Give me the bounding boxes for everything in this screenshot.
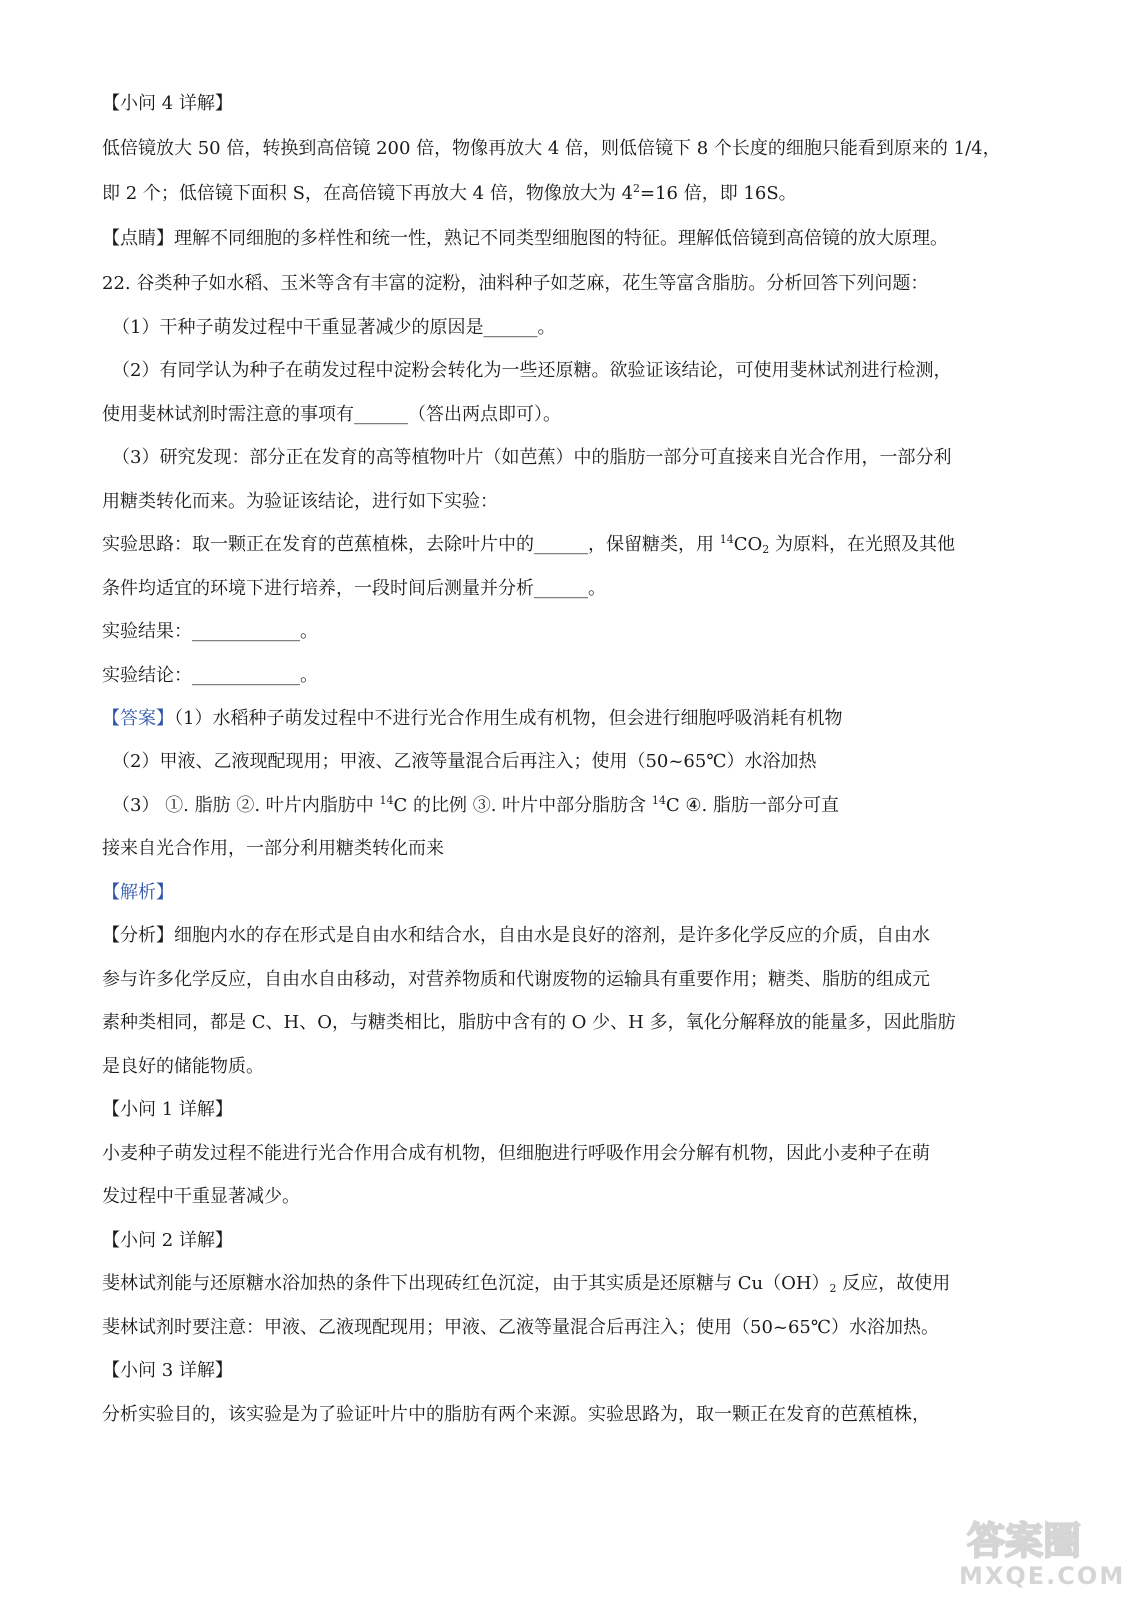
analysis-line: 【分析】细胞内水的存在形式是自由水和结合水，自由水是良好的溶剂，是许多化学反应的介质，自由水 <box>102 925 930 946</box>
experiment-idea-line: 实验思路：取一颗正在发育的芭蕉植株，去除叶片中的______，保留糖类，用 $^{14}CO_2$ 为原料，在光照及其他 <box>102 533 955 556</box>
experiment-conclusion-line: 实验结论：____________。 <box>102 665 318 686</box>
subquestion-1-heading: 【小问 1 详解】 <box>102 1099 233 1120</box>
answer-part-3: （3） ①. 脂肪 ②. 叶片内脂肪中 $^{14}$C 的比例 ③. 叶片中部分脂肪含 $^{14}$C ④. 脂肪一部分可直 <box>112 794 839 816</box>
text-line: 参与许多化学反应，自由水自由移动，对营养物质和代谢废物的运输具有重要作用；糖类、脂肪的组成元 <box>102 969 930 990</box>
watermark-logo-text: 答案圈 <box>967 1519 1082 1563</box>
answer-tag: 【答案】 <box>102 708 174 729</box>
text-line: 发过程中干重显著减少。 <box>102 1186 300 1207</box>
text-line: 是良好的储能物质。 <box>102 1056 264 1077</box>
text-line: 接来自光合作用，一部分利用糖类转化而来 <box>102 838 444 859</box>
text-line: 素种类相同，都是 C、H、O，与糖类相比，脂肪中含有的 O 少、H 多，氧化分解释放的能量多，因此脂肪 <box>102 1012 956 1033</box>
watermark-logo-icon <box>959 1512 1109 1564</box>
analysis-heading: 【解析】 <box>102 882 174 903</box>
text-line: 斐林试剂能与还原糖水浴加热的条件下出现砖红色沉淀，由于其实质是还原糖与 $Cu(OH)_2$ 反应，故使用 <box>102 1273 951 1295</box>
question-22-part-1: （1）干种子萌发过程中干重显著减少的原因是______。 <box>112 317 556 338</box>
subquestion-4-heading: 【小问 4 详解】 <box>102 93 233 114</box>
subquestion-3-heading: 【小问 3 详解】 <box>102 1360 233 1381</box>
watermark-site: MXQE.COM <box>959 1562 1126 1590</box>
text-line: 低倍镜放大 50 倍，转换到高倍镜 200 倍，物像再放大 4 倍，则低倍镜下 8 个长度的细胞只能看到原来的 1/4， <box>102 138 1001 159</box>
question-22-part-3: （3）研究发现：部分正在发育的高等植物叶片（如芭蕉）中的脂肪一部分可直接来自光合作用，一部分利 <box>112 447 952 468</box>
text-line: 使用斐林试剂时需注意的事项有______（答出两点即可）。 <box>102 404 561 425</box>
text-line: 即 2 个；低倍镜下面积 S，在高倍镜下再放大 4 倍，物像放大为 $4^2=16$ 倍，即 16S。 <box>102 182 797 204</box>
text-line: 小麦种子萌发过程不能进行光合作用合成有机物，但细胞进行呼吸作用会分解有机物，因此小麦种子在萌 <box>102 1143 930 1164</box>
text-line: 条件均适宜的环境下进行培养，一段时间后测量并分析______。 <box>102 578 606 599</box>
watermark-logo <box>959 1512 1126 1592</box>
answer-line: 【答案】（1）水稻种子萌发过程中不进行光合作用生成有机物，但会进行细胞呼吸消耗有机物 <box>102 708 843 729</box>
question-22-part-2: （2）有同学认为种子在萌发过程中淀粉会转化为一些还原糖。欲验证该结论，可使用斐林试剂进行检测， <box>112 360 952 381</box>
answer-part-2: （2）甲液、乙液现配现用；甲液、乙液等量混合后再注入；使用（50~65℃）水浴加热 <box>112 751 817 772</box>
subquestion-2-heading: 【小问 2 详解】 <box>102 1230 233 1251</box>
text-line: 用糖类转化而来。为验证该结论，进行如下实验： <box>102 491 498 512</box>
question-22-stem: 22. 谷类种子如水稻、玉米等含有丰富的淀粉，油料种子如芝麻，花生等富含脂肪。分析回答下列问题： <box>102 273 929 294</box>
text-line: 斐林试剂时要注意：甲液、乙液现配现用；甲液、乙液等量混合后再注入；使用（50~65℃）水浴加热。 <box>102 1317 940 1338</box>
text-line: 分析实验目的，该实验是为了验证叶片中的脂肪有两个来源。实验思路为，取一颗正在发育的芭蕉植株， <box>102 1404 930 1425</box>
experiment-result-line: 实验结果：____________。 <box>102 621 318 642</box>
key-point-line: 【点睛】理解不同细胞的多样性和统一性，熟记不同类型细胞图的特征。理解低倍镜到高倍镜的放大原理。 <box>102 228 948 249</box>
